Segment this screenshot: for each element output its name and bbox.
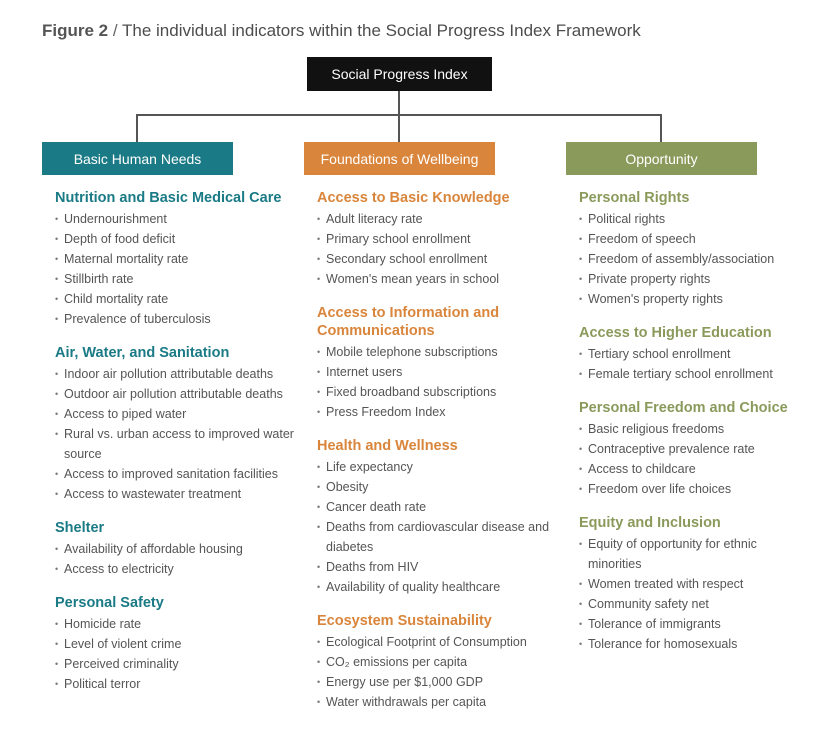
indicator-item: • Equity of opportunity for ethnic minorities (579, 534, 809, 574)
root-node-social-progress-index: Social Progress Index (307, 57, 492, 91)
opportunity-column (579, 189, 809, 669)
category-group (579, 189, 809, 309)
indicator-item: • Prevalence of tuberculosis (55, 309, 300, 329)
indicator-item: • Private property rights (579, 269, 809, 289)
indicator-list (55, 539, 300, 579)
indicator-item: • Freedom of assembly/association (579, 249, 809, 269)
indicator-list (55, 364, 300, 504)
indicator-item: • Political terror (55, 674, 300, 694)
indicator-item: • Freedom over life choices (579, 479, 809, 499)
category-group (317, 437, 557, 597)
category-title: Access to Basic Knowledge (317, 190, 510, 206)
indicator-item: • Access to wastewater treatment (55, 484, 300, 504)
indicator-item: • Mobile telephone subscriptions (317, 342, 557, 362)
indicator-list (579, 419, 809, 499)
indicator-item: • Water withdrawals per capita (317, 692, 557, 712)
indicator-item: • Women treated with respect (579, 574, 809, 594)
indicator-list (317, 457, 557, 597)
category-title: Nutrition and Basic Medical Care (55, 190, 282, 206)
indicator-item: • Deaths from cardiovascular disease and diabetes (317, 517, 557, 557)
category-title: Personal Freedom and Choice (579, 400, 788, 416)
indicator-item: • Life expectancy (317, 457, 557, 477)
category-title: Ecosystem Sustainability (317, 613, 492, 629)
category-group (579, 514, 809, 654)
category-group (55, 344, 300, 504)
indicator-item: • Internet users (317, 362, 557, 382)
indicator-item: • Access to piped water (55, 404, 300, 424)
category-group (55, 519, 300, 579)
category-title: Personal Rights (579, 190, 690, 206)
category-title: Shelter (55, 520, 105, 536)
category-group (317, 612, 557, 712)
indicator-item: • Indoor air pollution attributable deaths (55, 364, 300, 384)
indicator-list (579, 534, 809, 654)
dimension-foundations-of-wellbeing: Foundations of Wellbeing (304, 142, 495, 175)
dimension-basic-human-needs: Basic Human Needs (42, 142, 233, 175)
indicator-item: • Access to childcare (579, 459, 809, 479)
category-group (55, 594, 300, 694)
indicator-item: • Rural vs. urban access to improved water source (55, 424, 300, 464)
category-title: Access to Information and Communications (317, 305, 500, 339)
indicator-item: • Women's property rights (579, 289, 809, 309)
indicator-item: • Availability of affordable housing (55, 539, 300, 559)
foundations-of-wellbeing-column (317, 189, 557, 727)
indicator-item: • Stillbirth rate (55, 269, 300, 289)
category-title: Access to Higher Education (579, 325, 772, 341)
indicator-item: • Outdoor air pollution attributable deaths (55, 384, 300, 404)
indicator-item: • Tertiary school enrollment (579, 344, 809, 364)
indicator-list (317, 209, 557, 289)
basic-human-needs-column (55, 189, 300, 709)
indicator-list (55, 614, 300, 694)
indicator-list (55, 209, 300, 329)
indicator-item: • Availability of quality healthcare (317, 577, 557, 597)
category-title: Personal Safety (55, 595, 164, 611)
indicator-item: • Primary school enrollment (317, 229, 557, 249)
indicator-item: • Level of violent crime (55, 634, 300, 654)
indicator-item: • Women's mean years in school (317, 269, 557, 289)
category-title: Air, Water, and Sanitation (55, 345, 230, 361)
indicator-item: • Contraceptive prevalence rate (579, 439, 809, 459)
indicator-item: • Freedom of speech (579, 229, 809, 249)
indicator-item: • Fixed broadband subscriptions (317, 382, 557, 402)
indicator-item: • Political rights (579, 209, 809, 229)
indicator-item: • Ecological Footprint of Consumption (317, 632, 557, 652)
indicator-item: • Depth of food deficit (55, 229, 300, 249)
indicator-item: • Perceived criminality (55, 654, 300, 674)
indicator-item: • Child mortality rate (55, 289, 300, 309)
indicator-list (579, 344, 809, 384)
category-title: Health and Wellness (317, 438, 458, 454)
figure-caption: The individual indicators within the Social Progress Index Framework (122, 21, 641, 40)
category-group (579, 324, 809, 384)
category-group (317, 189, 557, 289)
indicator-item: • Tolerance of immigrants (579, 614, 809, 634)
indicator-item: • Press Freedom Index (317, 402, 557, 422)
indicator-item: • Undernourishment (55, 209, 300, 229)
indicator-list (317, 632, 557, 712)
dimension-opportunity: Opportunity (566, 142, 757, 175)
indicator-item: • Basic religious freedoms (579, 419, 809, 439)
indicator-list (579, 209, 809, 309)
indicator-item: • Tolerance for homosexuals (579, 634, 809, 654)
indicator-item: • Access to electricity (55, 559, 300, 579)
figure-number: Figure 2 (42, 21, 109, 40)
indicator-item: • Cancer death rate (317, 497, 557, 517)
indicator-item: • Community safety net (579, 594, 809, 614)
indicator-item: • Maternal mortality rate (55, 249, 300, 269)
indicator-item: • Adult literacy rate (317, 209, 557, 229)
indicator-item: • CO₂ emissions per capita (317, 652, 557, 672)
indicator-item: • Energy use per $1,000 GDP (317, 672, 557, 692)
indicator-item: • Deaths from HIV (317, 557, 557, 577)
category-group (579, 399, 809, 499)
indicator-item: • Homicide rate (55, 614, 300, 634)
figure-separator: / (112, 21, 118, 40)
indicator-item: • Access to improved sanitation facilities (55, 464, 300, 484)
indicator-item: • Secondary school enrollment (317, 249, 557, 269)
indicator-item: • Female tertiary school enrollment (579, 364, 809, 384)
category-group (55, 189, 300, 329)
category-group (317, 304, 557, 422)
category-title: Equity and Inclusion (579, 515, 721, 531)
indicator-item: • Obesity (317, 477, 557, 497)
indicator-list (317, 342, 557, 422)
